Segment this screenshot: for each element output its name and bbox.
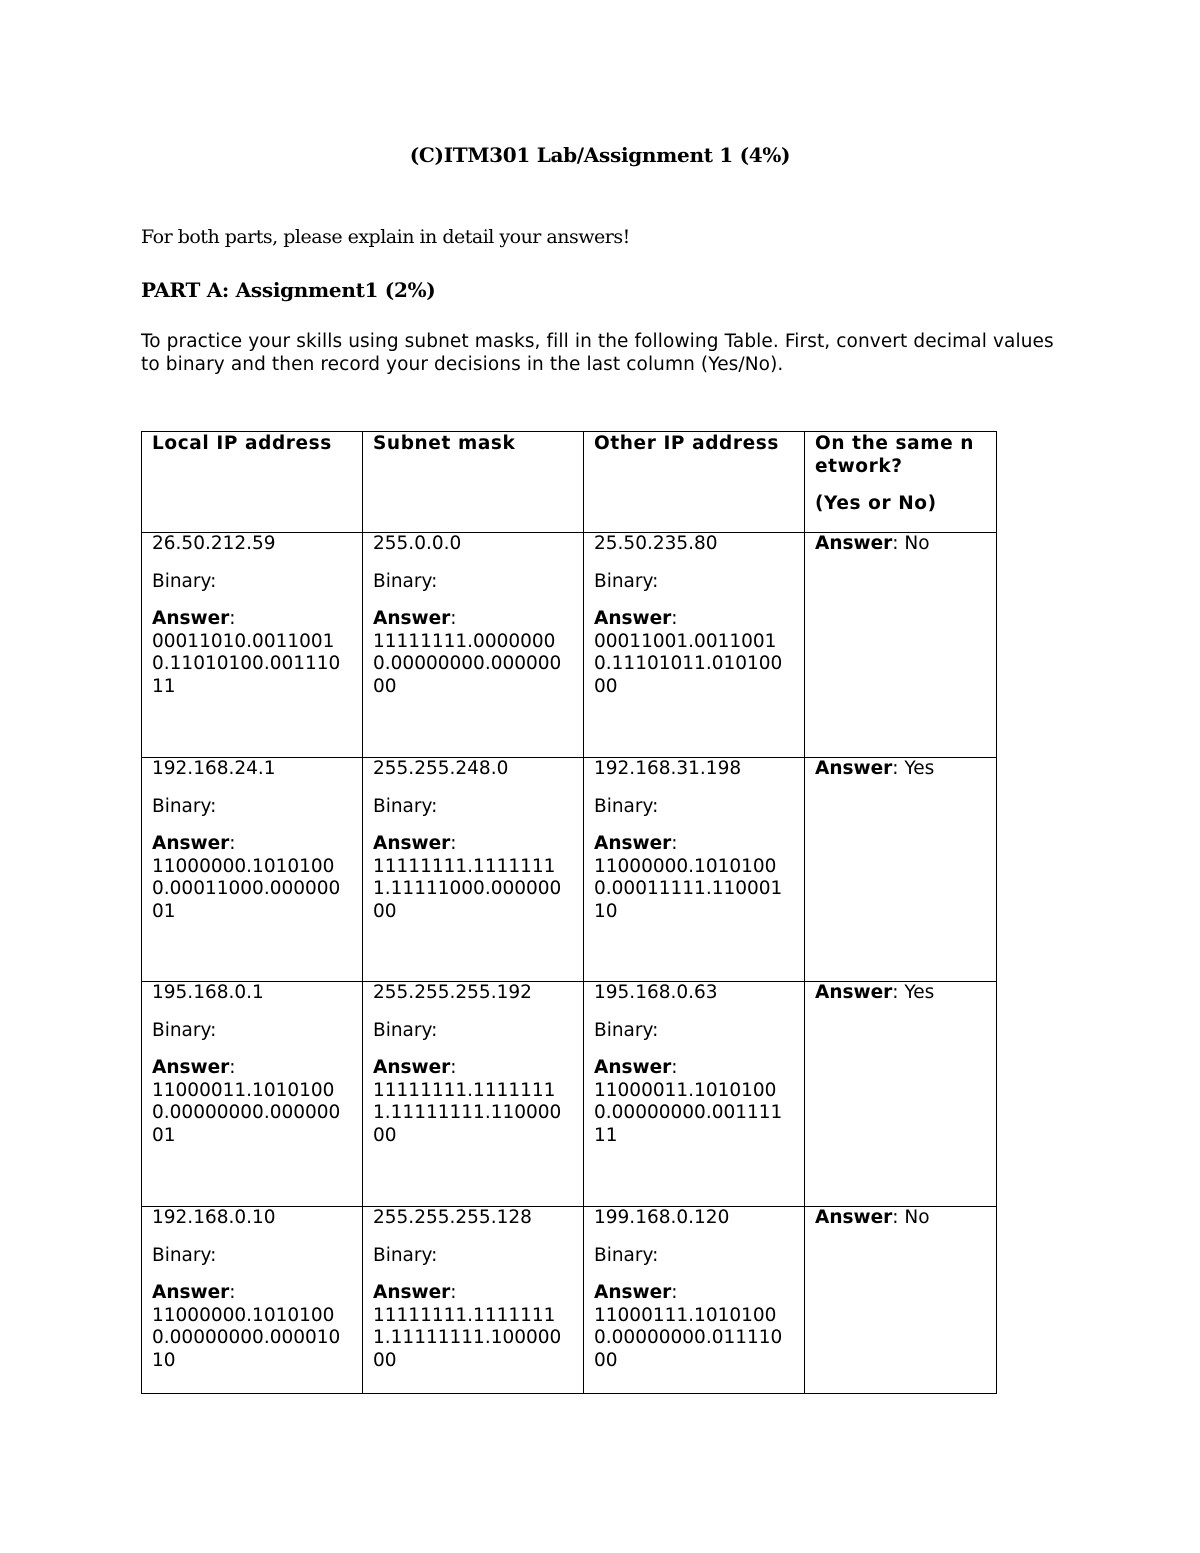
table-row bbox=[142, 1207, 997, 1394]
other-ip-cell bbox=[584, 982, 805, 1207]
local-ip-value: 26.50.212.59 bbox=[152, 533, 276, 554]
answer-block: Answer: 11000000.10101000.00011111.11000110 bbox=[594, 833, 783, 922]
subnet-mask-value: 255.255.255.128 bbox=[373, 1207, 532, 1228]
binary-label: Binary: bbox=[152, 1244, 217, 1266]
answer-block: Answer: 11111111.11111111.11111111.10000000 bbox=[373, 1282, 562, 1371]
answer-block: Answer: 00011010.00110010.11010100.00111011 bbox=[152, 608, 341, 697]
instruction-text: For both parts, please explain in detail your answers! bbox=[141, 226, 630, 248]
same-network-answer: Yes bbox=[904, 758, 935, 779]
header-subnet-mask: Subnet mask bbox=[363, 432, 584, 533]
same-network-answer: No bbox=[904, 533, 930, 554]
header-other-ip: Other IP address bbox=[584, 432, 805, 533]
subnet-mask-binary: 11111111.11111111.11111111.10000000 bbox=[373, 1304, 562, 1371]
answer-block: Answer: 11111111.00000000.00000000.00000000 bbox=[373, 608, 562, 697]
other-ip-value: 25.50.235.80 bbox=[594, 533, 718, 554]
subnet-mask-binary: 11111111.11111111.11111000.00000000 bbox=[373, 855, 562, 922]
local-ip-binary: 11000000.10101000.00011000.00000001 bbox=[152, 855, 341, 922]
subnet-mask-value: 255.0.0.0 bbox=[373, 533, 462, 554]
local-ip-value: 195.168.0.1 bbox=[152, 982, 264, 1003]
table-row bbox=[142, 533, 997, 758]
intro-paragraph: To practice your skills using subnet masks, fill in the following Table. First, convert decimal values to binary and then record your decisions in the last column (Yes/No). bbox=[141, 331, 1054, 375]
answer-block: Answer: 11000111.10101000.00000000.01111000 bbox=[594, 1282, 783, 1371]
header-local-ip: Local IP address bbox=[142, 432, 363, 533]
same-network-answer: No bbox=[904, 1207, 930, 1228]
answer-label: Answer bbox=[594, 1057, 672, 1078]
binary-label: Binary: bbox=[152, 1019, 217, 1041]
local-ip-binary: 11000000.10101000.00000000.00001010 bbox=[152, 1304, 341, 1371]
local-ip-binary: 00011010.00110010.11010100.00111011 bbox=[152, 630, 341, 697]
subnet-mask-cell bbox=[363, 1207, 584, 1394]
binary-label: Binary: bbox=[373, 570, 438, 592]
same-network-cell: Answer: Yes bbox=[805, 982, 997, 1207]
local-ip-value: 192.168.24.1 bbox=[152, 758, 276, 779]
binary-label: Binary: bbox=[373, 795, 438, 817]
header-same-network-label: On the same network? bbox=[815, 433, 975, 477]
same-network-cell: Answer: Yes bbox=[805, 758, 997, 982]
answer-block: Answer: 11111111.11111111.11111000.00000000 bbox=[373, 833, 562, 922]
local-ip-binary: 11000011.10101000.00000000.00000001 bbox=[152, 1079, 341, 1146]
other-ip-cell bbox=[584, 1207, 805, 1394]
answer-label: Answer bbox=[373, 1057, 451, 1078]
answer-label: Answer bbox=[373, 833, 451, 854]
same-network-answer: Yes bbox=[904, 982, 935, 1003]
answer-label: Answer bbox=[815, 533, 893, 554]
answer-label: Answer bbox=[594, 1282, 672, 1303]
subnet-mask-cell bbox=[363, 758, 584, 982]
answer-label: Answer bbox=[594, 833, 672, 854]
subnet-table bbox=[141, 431, 997, 1394]
table-row bbox=[142, 982, 997, 1207]
binary-label: Binary: bbox=[373, 1244, 438, 1266]
other-ip-binary: 11000111.10101000.00000000.01111000 bbox=[594, 1304, 783, 1371]
answer-block: Answer: 00011001.00110010.11101011.01010000 bbox=[594, 608, 783, 697]
local-ip-cell bbox=[142, 533, 363, 758]
subnet-mask-binary: 11111111.00000000.00000000.00000000 bbox=[373, 630, 562, 697]
other-ip-cell bbox=[584, 758, 805, 982]
local-ip-cell bbox=[142, 982, 363, 1207]
other-ip-value: 195.168.0.63 bbox=[594, 982, 718, 1003]
answer-block: Answer: 11000011.10101000.00000000.00111111 bbox=[594, 1057, 783, 1146]
subnet-mask-value: 255.255.255.192 bbox=[373, 982, 532, 1003]
answer-label: Answer bbox=[594, 608, 672, 629]
other-ip-cell bbox=[584, 533, 805, 758]
binary-label: Binary: bbox=[152, 570, 217, 592]
answer-label: Answer bbox=[152, 1282, 230, 1303]
same-network-cell: Answer: No bbox=[805, 533, 997, 758]
document-title: (C)ITM301 Lab/Assignment 1 (4%) bbox=[409, 143, 791, 167]
answer-block: Answer: 11111111.11111111.11111111.11000000 bbox=[373, 1057, 562, 1146]
answer-label: Answer bbox=[152, 833, 230, 854]
binary-label: Binary: bbox=[594, 1244, 659, 1266]
other-ip-value: 192.168.31.198 bbox=[594, 758, 742, 779]
header-yes-no-label: (Yes or No) bbox=[815, 493, 937, 514]
binary-label: Binary: bbox=[594, 1019, 659, 1041]
binary-label: Binary: bbox=[373, 1019, 438, 1041]
answer-label: Answer bbox=[815, 758, 893, 779]
header-same-network bbox=[805, 432, 997, 533]
part-a-heading: PART A: Assignment1 (2%) bbox=[141, 278, 436, 302]
local-ip-value: 192.168.0.10 bbox=[152, 1207, 276, 1228]
answer-block: Answer: 11000000.10101000.00011000.00000001 bbox=[152, 833, 341, 922]
subnet-mask-cell bbox=[363, 533, 584, 758]
answer-label: Answer bbox=[152, 1057, 230, 1078]
other-ip-binary: 00011001.00110010.11101011.01010000 bbox=[594, 630, 783, 697]
answer-label: Answer bbox=[373, 1282, 451, 1303]
table-row bbox=[142, 758, 997, 982]
subnet-mask-cell bbox=[363, 982, 584, 1207]
subnet-mask-value: 255.255.248.0 bbox=[373, 758, 509, 779]
same-network-cell: Answer: No bbox=[805, 1207, 997, 1394]
local-ip-cell bbox=[142, 1207, 363, 1394]
other-ip-binary: 11000011.10101000.00000000.00111111 bbox=[594, 1079, 783, 1146]
table-header-row bbox=[142, 432, 997, 533]
answer-label: Answer bbox=[373, 608, 451, 629]
binary-label: Binary: bbox=[152, 795, 217, 817]
answer-label: Answer bbox=[815, 982, 893, 1003]
answer-block: Answer: 11000011.10101000.00000000.00000001 bbox=[152, 1057, 341, 1146]
answer-label: Answer bbox=[152, 608, 230, 629]
answer-label: Answer bbox=[815, 1207, 893, 1228]
binary-label: Binary: bbox=[594, 570, 659, 592]
other-ip-value: 199.168.0.120 bbox=[594, 1207, 730, 1228]
binary-label: Binary: bbox=[594, 795, 659, 817]
other-ip-binary: 11000000.10101000.00011111.11000110 bbox=[594, 855, 783, 922]
subnet-mask-binary: 11111111.11111111.11111111.11000000 bbox=[373, 1079, 562, 1146]
local-ip-cell bbox=[142, 758, 363, 982]
answer-block: Answer: 11000000.10101000.00000000.00001010 bbox=[152, 1282, 341, 1371]
